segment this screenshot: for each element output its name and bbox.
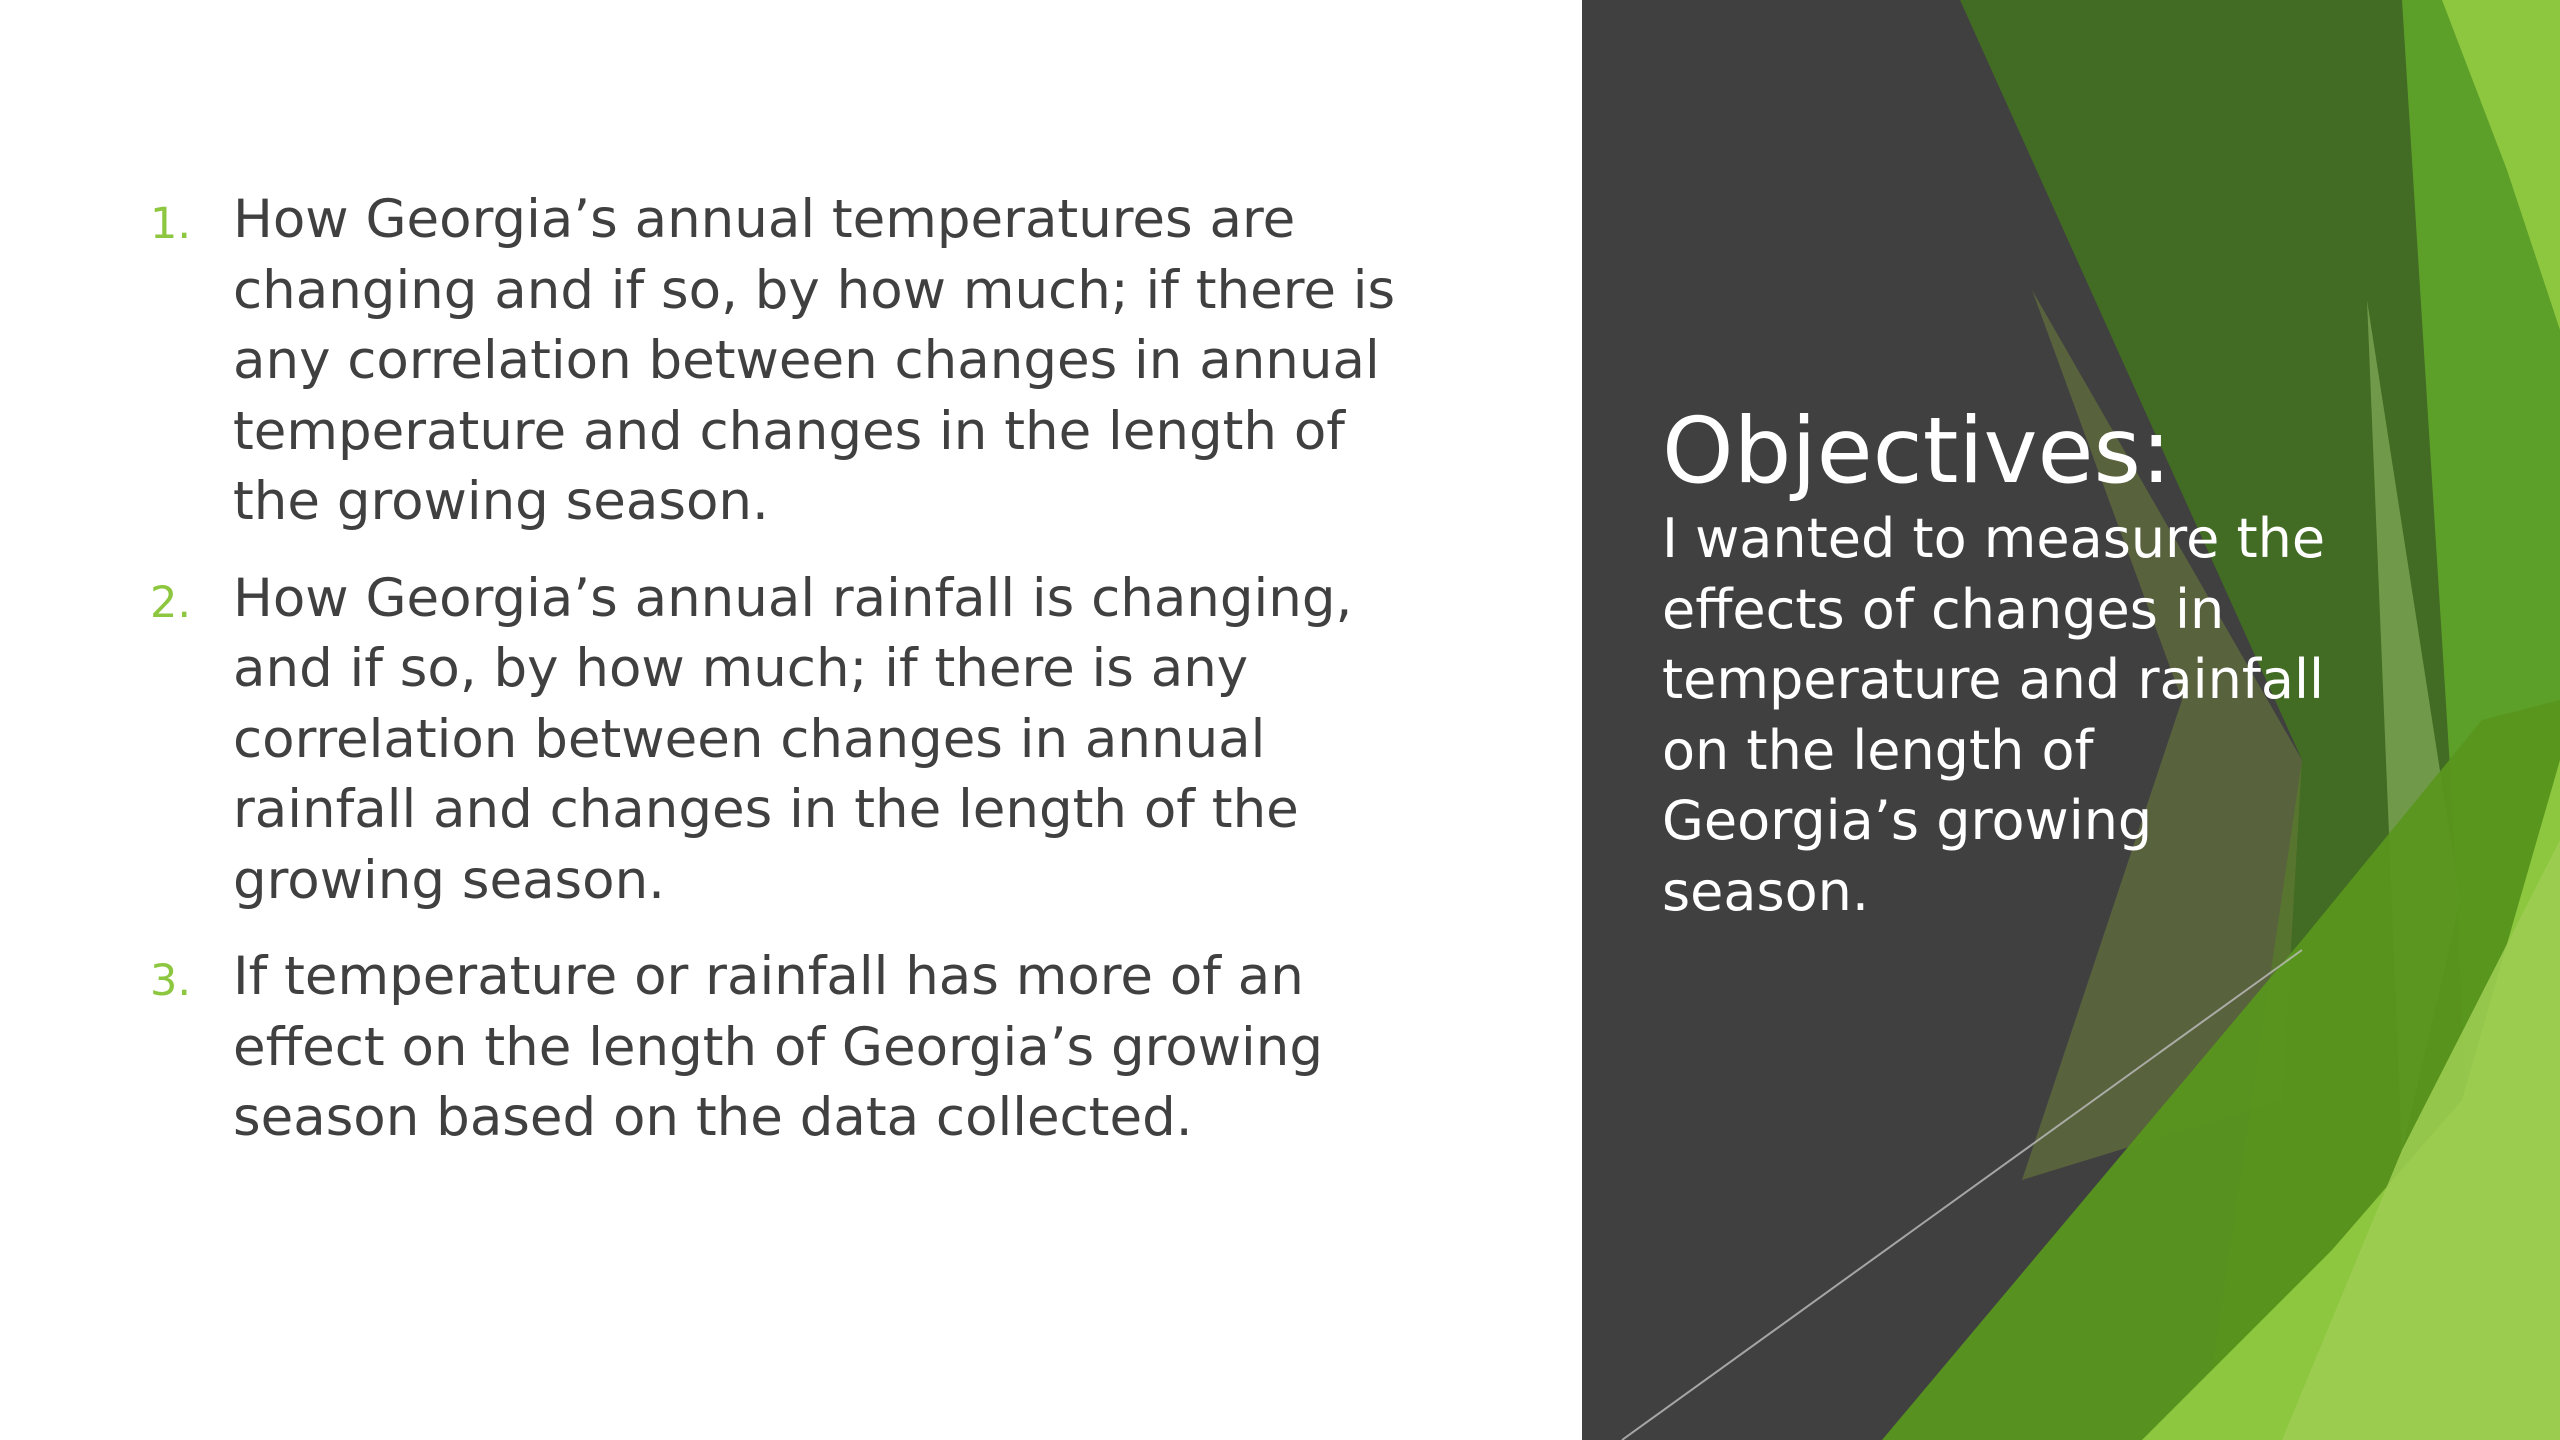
objectives-content xyxy=(150,185,1430,1180)
list-item-text: If temperature or rainfall has more of an effect on the length of Georgia’s growing season based on the data collected. xyxy=(233,946,1324,1148)
list-item-text: How Georgia’s annual temperatures are changing and if so, by how much; if there is any correlation between changes in annual temperature and changes in the length of the growing season. xyxy=(233,189,1396,532)
objectives-list xyxy=(150,185,1430,1154)
side-panel xyxy=(1582,0,2560,1440)
side-text-block xyxy=(1662,400,2382,927)
list-item xyxy=(150,942,1430,1154)
list-number: 3. xyxy=(150,956,192,1006)
slide-subtitle: I wanted to measure the effects of changes in temperature and rainfall on the length of Georgia’s growing season. xyxy=(1662,507,2326,923)
list-number: 1. xyxy=(150,199,192,249)
list-item xyxy=(150,564,1430,917)
list-item xyxy=(150,185,1430,538)
list-item-text: How Georgia’s annual rainfall is changing, and if so, by how much; if there is any correlation between changes in annual rainfall and changes in the length of the growing season. xyxy=(233,567,1353,911)
list-number: 2. xyxy=(150,577,192,628)
slide-title: Objectives: xyxy=(1662,399,2172,504)
